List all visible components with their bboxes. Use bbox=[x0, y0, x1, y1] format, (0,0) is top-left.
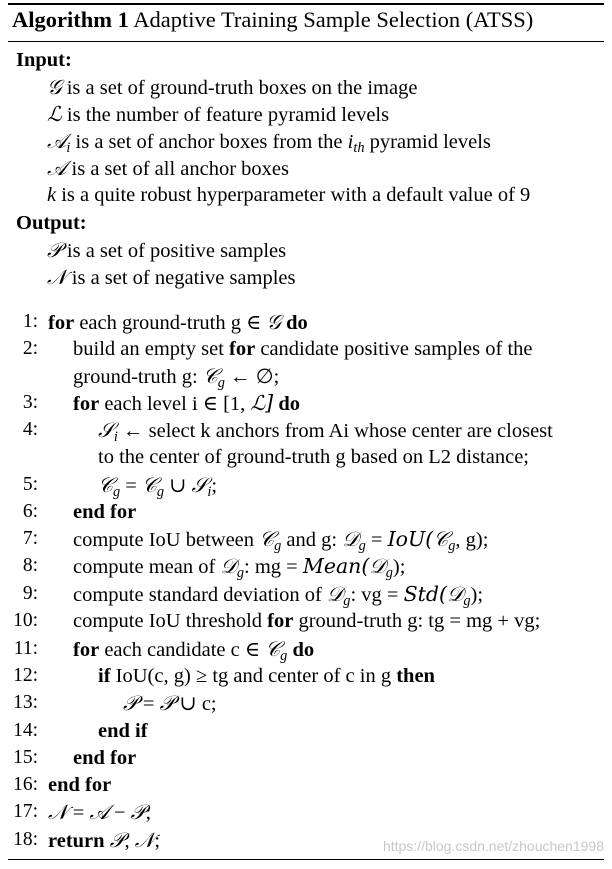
step-text: compute mean of 𝒟$_g$: mg = Mean(𝒟$_g$); bbox=[73, 554, 406, 582]
math-subscript: g bbox=[448, 538, 456, 555]
input-item-text: is a set of all anchor boxes bbox=[66, 158, 289, 180]
keyword: for bbox=[110, 747, 137, 769]
step-word: deviation bbox=[223, 584, 300, 606]
step-word: set bbox=[201, 338, 224, 360]
math-symbol: 𝒮 bbox=[191, 473, 208, 497]
step-word: standard bbox=[148, 584, 219, 606]
math-symbol: ℒ bbox=[47, 102, 62, 126]
math-subscript: i bbox=[113, 429, 118, 446]
title-rule bbox=[8, 41, 604, 42]
math-subscript: i bbox=[207, 484, 212, 501]
step-word: candidate bbox=[260, 338, 339, 360]
math-symbol: Std(𝒟 bbox=[403, 582, 464, 606]
math-symbol: 𝒩 bbox=[134, 828, 155, 852]
math-symbol: 𝒩 bbox=[47, 265, 67, 289]
step-word: = bbox=[386, 584, 399, 606]
step-word: whose bbox=[354, 420, 407, 442]
step-word: i bbox=[191, 393, 198, 415]
step-word: mg bbox=[254, 556, 282, 578]
step-word: g bbox=[230, 312, 241, 334]
math-symbol: ℒ] bbox=[250, 391, 274, 415]
step-word: g bbox=[407, 610, 418, 632]
math-symbol: 𝒢 bbox=[47, 75, 62, 99]
line-number: 8: bbox=[22, 555, 38, 576]
step-text bbox=[98, 418, 553, 446]
step-word: IoU bbox=[148, 610, 181, 632]
math-symbol: 𝒞 bbox=[98, 473, 113, 497]
step-text bbox=[73, 500, 136, 524]
math-symbol: 𝒜 bbox=[89, 800, 109, 824]
step-text-continued: to the center of ground-truth g based on L2 distance; bbox=[98, 446, 529, 468]
math-symbol: 𝒞 bbox=[259, 527, 275, 551]
step-word: empty bbox=[144, 338, 197, 360]
math-subscript: g bbox=[385, 565, 393, 582]
math-subscript: g bbox=[236, 565, 244, 582]
math-symbol: i bbox=[347, 131, 354, 153]
step-word: ground-truth bbox=[121, 312, 226, 334]
output-item bbox=[47, 238, 286, 263]
step-text: 𝒫 = 𝒫 ∪ c; bbox=[123, 691, 217, 715]
step-word: ground-truth bbox=[298, 610, 403, 632]
math-symbol: 𝒩 bbox=[48, 800, 68, 824]
math-subscript: g bbox=[343, 593, 351, 610]
step-word: of bbox=[323, 665, 341, 687]
step-word: c bbox=[201, 693, 211, 715]
algorithm-name: Adaptive Training Sample Selection (ATSS) bbox=[133, 7, 534, 32]
input-item-text: is the number of feature pyramid levels bbox=[61, 104, 390, 126]
step-word: L2 bbox=[428, 446, 451, 468]
math-subscript: g bbox=[217, 375, 225, 392]
keyword: end bbox=[73, 747, 105, 769]
step-text-continued: ground-truth g: 𝒞$_g$ ← ∅; bbox=[73, 364, 280, 392]
step-word: from bbox=[284, 420, 325, 442]
step-text: for each level i ∈ [1, ℒ] do bbox=[73, 391, 300, 415]
step-word: center bbox=[268, 665, 319, 687]
step-word: k bbox=[200, 420, 211, 442]
math-symbol: 𝒞 bbox=[202, 364, 218, 388]
step-word: Ai bbox=[328, 420, 350, 442]
step-text bbox=[73, 746, 136, 770]
keyword: do bbox=[286, 312, 308, 334]
step-word: distance bbox=[456, 446, 524, 468]
math-subscript: g bbox=[274, 538, 282, 555]
step-text: compute standard deviation of 𝒟$_g$: vg = Std(𝒟$_g$); bbox=[73, 582, 484, 610]
line-number: 14: bbox=[13, 720, 38, 741]
step-word: c bbox=[345, 665, 355, 687]
line-number: 2: bbox=[22, 338, 38, 359]
step-word: mg bbox=[466, 610, 493, 632]
step-word: compute bbox=[73, 584, 144, 606]
line-number: 5: bbox=[22, 474, 38, 495]
math-symbol: 𝒢 bbox=[266, 310, 282, 334]
input-item-text: pyramid levels bbox=[364, 131, 491, 153]
step-word: ∪ bbox=[179, 693, 197, 715]
output-item bbox=[47, 265, 296, 290]
step-word: = bbox=[125, 475, 137, 497]
line-number: 17: bbox=[13, 801, 38, 822]
step-word: compute bbox=[73, 610, 144, 632]
step-word: vg bbox=[361, 584, 382, 606]
step-word: samples bbox=[414, 338, 481, 360]
line-number: 10: bbox=[13, 610, 38, 631]
step-word: ← bbox=[230, 366, 251, 388]
step-word: and bbox=[233, 665, 263, 687]
line-number: 9: bbox=[22, 583, 38, 604]
step-word: [1 bbox=[223, 393, 241, 415]
line-number: 13: bbox=[13, 692, 38, 713]
input-item bbox=[47, 183, 530, 207]
math-symbol: 𝒜 bbox=[47, 156, 67, 180]
step-word: on bbox=[402, 446, 424, 468]
watermark: https://blog.csdn.net/zhouchen1998 bbox=[382, 838, 604, 854]
step-text: 𝒞$_g$ = 𝒞$_g$ ∪ 𝒮$_i$; bbox=[98, 473, 218, 501]
line-number: 15: bbox=[13, 747, 38, 768]
line-number: 3: bbox=[22, 392, 38, 413]
math-subscript: g bbox=[156, 484, 165, 501]
step-word: the bbox=[507, 338, 533, 360]
math-symbol: 𝒜 bbox=[47, 129, 67, 153]
math-symbol: 𝒟 bbox=[220, 554, 237, 578]
step-word: center bbox=[149, 446, 200, 468]
step-word: g bbox=[321, 529, 332, 551]
math-symbol: 𝒫 bbox=[47, 238, 62, 262]
math-symbol: 𝒞 bbox=[265, 637, 281, 661]
step-word: compute bbox=[73, 556, 144, 578]
step-word: g) bbox=[465, 529, 483, 551]
math-symbol: IoU(𝒞 bbox=[387, 527, 449, 551]
math-symbol: 𝒫 bbox=[130, 800, 146, 824]
keyword: end bbox=[73, 501, 105, 523]
step-text: if IoU(c, g) ≥ tg and center of c in g then bbox=[98, 665, 435, 687]
math-subscript: th bbox=[353, 140, 365, 157]
step-word: and bbox=[286, 529, 317, 551]
step-word: anchors bbox=[215, 420, 280, 442]
math-subscript: g bbox=[358, 538, 366, 555]
step-word: to bbox=[98, 446, 114, 468]
math-symbol: 𝒞 bbox=[141, 473, 157, 497]
line-number: 18: bbox=[13, 829, 38, 850]
step-word: center bbox=[411, 420, 462, 442]
keyword: end bbox=[98, 720, 130, 742]
step-word: = bbox=[286, 556, 298, 578]
keyword: for bbox=[73, 393, 100, 415]
input-item bbox=[47, 102, 389, 127]
math-symbol: 𝒫 bbox=[109, 828, 125, 852]
step-word: tg bbox=[212, 665, 229, 687]
math-symbol: 𝒟 bbox=[326, 582, 344, 606]
line-number: 16: bbox=[13, 774, 38, 795]
step-word: IoU bbox=[148, 529, 181, 551]
step-word: of bbox=[304, 584, 322, 606]
algorithm-title bbox=[12, 7, 533, 33]
step-word: each bbox=[79, 312, 117, 334]
step-word: g) bbox=[173, 665, 191, 687]
keyword: for bbox=[229, 338, 256, 360]
math-subscript: g bbox=[463, 593, 471, 610]
step-word: ≥ bbox=[195, 665, 208, 687]
math-symbol: Mean(𝒟 bbox=[302, 554, 386, 578]
step-word: of bbox=[198, 556, 216, 578]
keyword: do bbox=[278, 393, 300, 415]
step-word: build bbox=[73, 338, 116, 360]
input-item-text: is a set of ground-truth boxes on the image bbox=[61, 77, 418, 99]
output-item-text: is a set of positive samples bbox=[61, 240, 287, 262]
step-word: ground-truth bbox=[73, 366, 177, 388]
math-subscript: g bbox=[112, 484, 121, 501]
step-word: in bbox=[359, 665, 376, 687]
step-word: compute bbox=[73, 529, 144, 551]
step-word: each bbox=[104, 393, 142, 415]
step-word: candidate bbox=[146, 639, 226, 661]
step-word: c bbox=[230, 639, 240, 661]
input-item-text: is a set of anchor boxes from the bbox=[70, 131, 348, 153]
keyword: if bbox=[135, 720, 148, 742]
keyword: for bbox=[73, 639, 100, 661]
keyword: for bbox=[85, 774, 112, 796]
step-word: ∈ bbox=[246, 312, 262, 334]
step-word: ground-truth bbox=[226, 446, 331, 468]
step-word: ∈ bbox=[244, 639, 261, 661]
algorithm-label: Algorithm 1 bbox=[12, 7, 129, 32]
step-word: = bbox=[142, 693, 155, 715]
output-item-text: is a set of negative samples bbox=[66, 267, 296, 289]
step-word: + bbox=[497, 610, 509, 632]
keyword: return bbox=[48, 830, 105, 852]
math-symbol: 𝒮 bbox=[98, 418, 114, 442]
step-word: level bbox=[146, 393, 187, 415]
step-word: vg bbox=[514, 610, 535, 632]
line-number: 6: bbox=[22, 501, 38, 522]
step-word: ∪ bbox=[169, 475, 187, 497]
step-word: closest bbox=[497, 420, 553, 442]
step-word: IoU(c bbox=[115, 665, 164, 687]
input-item bbox=[47, 129, 491, 157]
keyword: for bbox=[110, 501, 137, 523]
step-word: based bbox=[350, 446, 398, 468]
step-word: ∅ bbox=[255, 366, 274, 388]
bottom-rule bbox=[8, 859, 604, 860]
keyword: do bbox=[292, 639, 315, 661]
input-heading: Input: bbox=[16, 49, 72, 71]
step-word: g bbox=[181, 366, 192, 388]
step-word: threshold bbox=[185, 610, 263, 632]
step-word: positive bbox=[344, 338, 409, 360]
math-subscript: i bbox=[66, 140, 71, 157]
top-rule bbox=[8, 3, 604, 5]
step-word: ← bbox=[123, 420, 144, 442]
step-word: g bbox=[380, 665, 392, 687]
line-number: 1: bbox=[22, 311, 38, 332]
keyword: end bbox=[48, 774, 80, 796]
math-symbol: 𝒫 bbox=[123, 691, 138, 715]
step-text bbox=[73, 637, 315, 665]
step-word: = bbox=[370, 529, 383, 551]
input-item bbox=[47, 75, 417, 100]
step-word: of bbox=[204, 446, 222, 468]
line-number: 12: bbox=[13, 665, 38, 686]
step-text bbox=[48, 310, 308, 335]
step-word: mean bbox=[148, 556, 194, 578]
line-number: 11: bbox=[13, 638, 38, 659]
math-subscript: g bbox=[280, 648, 288, 665]
step-word: each bbox=[104, 639, 142, 661]
input-item bbox=[47, 156, 289, 181]
input-item-text: is a quite robust hyperparameter with a default value of 9 bbox=[56, 184, 531, 206]
line-number: 4: bbox=[22, 419, 38, 440]
step-text: return 𝒫, 𝒩; bbox=[48, 828, 161, 852]
step-text: 𝒩 = 𝒜 − 𝒫; bbox=[48, 800, 152, 824]
step-word: ∈ bbox=[202, 393, 218, 415]
step-word: of bbox=[485, 338, 503, 360]
math-symbol: k bbox=[47, 184, 57, 206]
step-word: − bbox=[113, 802, 126, 824]
step-word: = bbox=[72, 802, 85, 824]
step-word: tg bbox=[428, 610, 445, 632]
math-symbol: 𝒟 bbox=[342, 527, 359, 551]
step-text: compute IoU threshold for ground-truth g: tg = mg + vg; bbox=[73, 610, 541, 632]
keyword: if bbox=[98, 665, 111, 687]
step-word: the bbox=[119, 446, 145, 468]
line-number: 7: bbox=[22, 528, 38, 549]
keyword: then bbox=[396, 665, 435, 687]
output-heading: Output: bbox=[16, 212, 87, 234]
step-word: select bbox=[148, 420, 196, 442]
step-text bbox=[98, 719, 148, 743]
step-word: an bbox=[120, 338, 140, 360]
step-word: are bbox=[466, 420, 492, 442]
keyword: for bbox=[267, 610, 294, 632]
keyword: for bbox=[48, 312, 75, 334]
step-word: = bbox=[449, 610, 461, 632]
step-text: compute IoU between 𝒞$_g$ and g: 𝒟$_g$ = IoU(𝒞$_g$, g); bbox=[73, 527, 489, 555]
step-word: between bbox=[185, 529, 255, 551]
step-word: g bbox=[335, 446, 346, 468]
math-symbol: 𝒫 bbox=[159, 691, 175, 715]
step-text bbox=[73, 337, 533, 361]
step-text bbox=[48, 773, 111, 797]
